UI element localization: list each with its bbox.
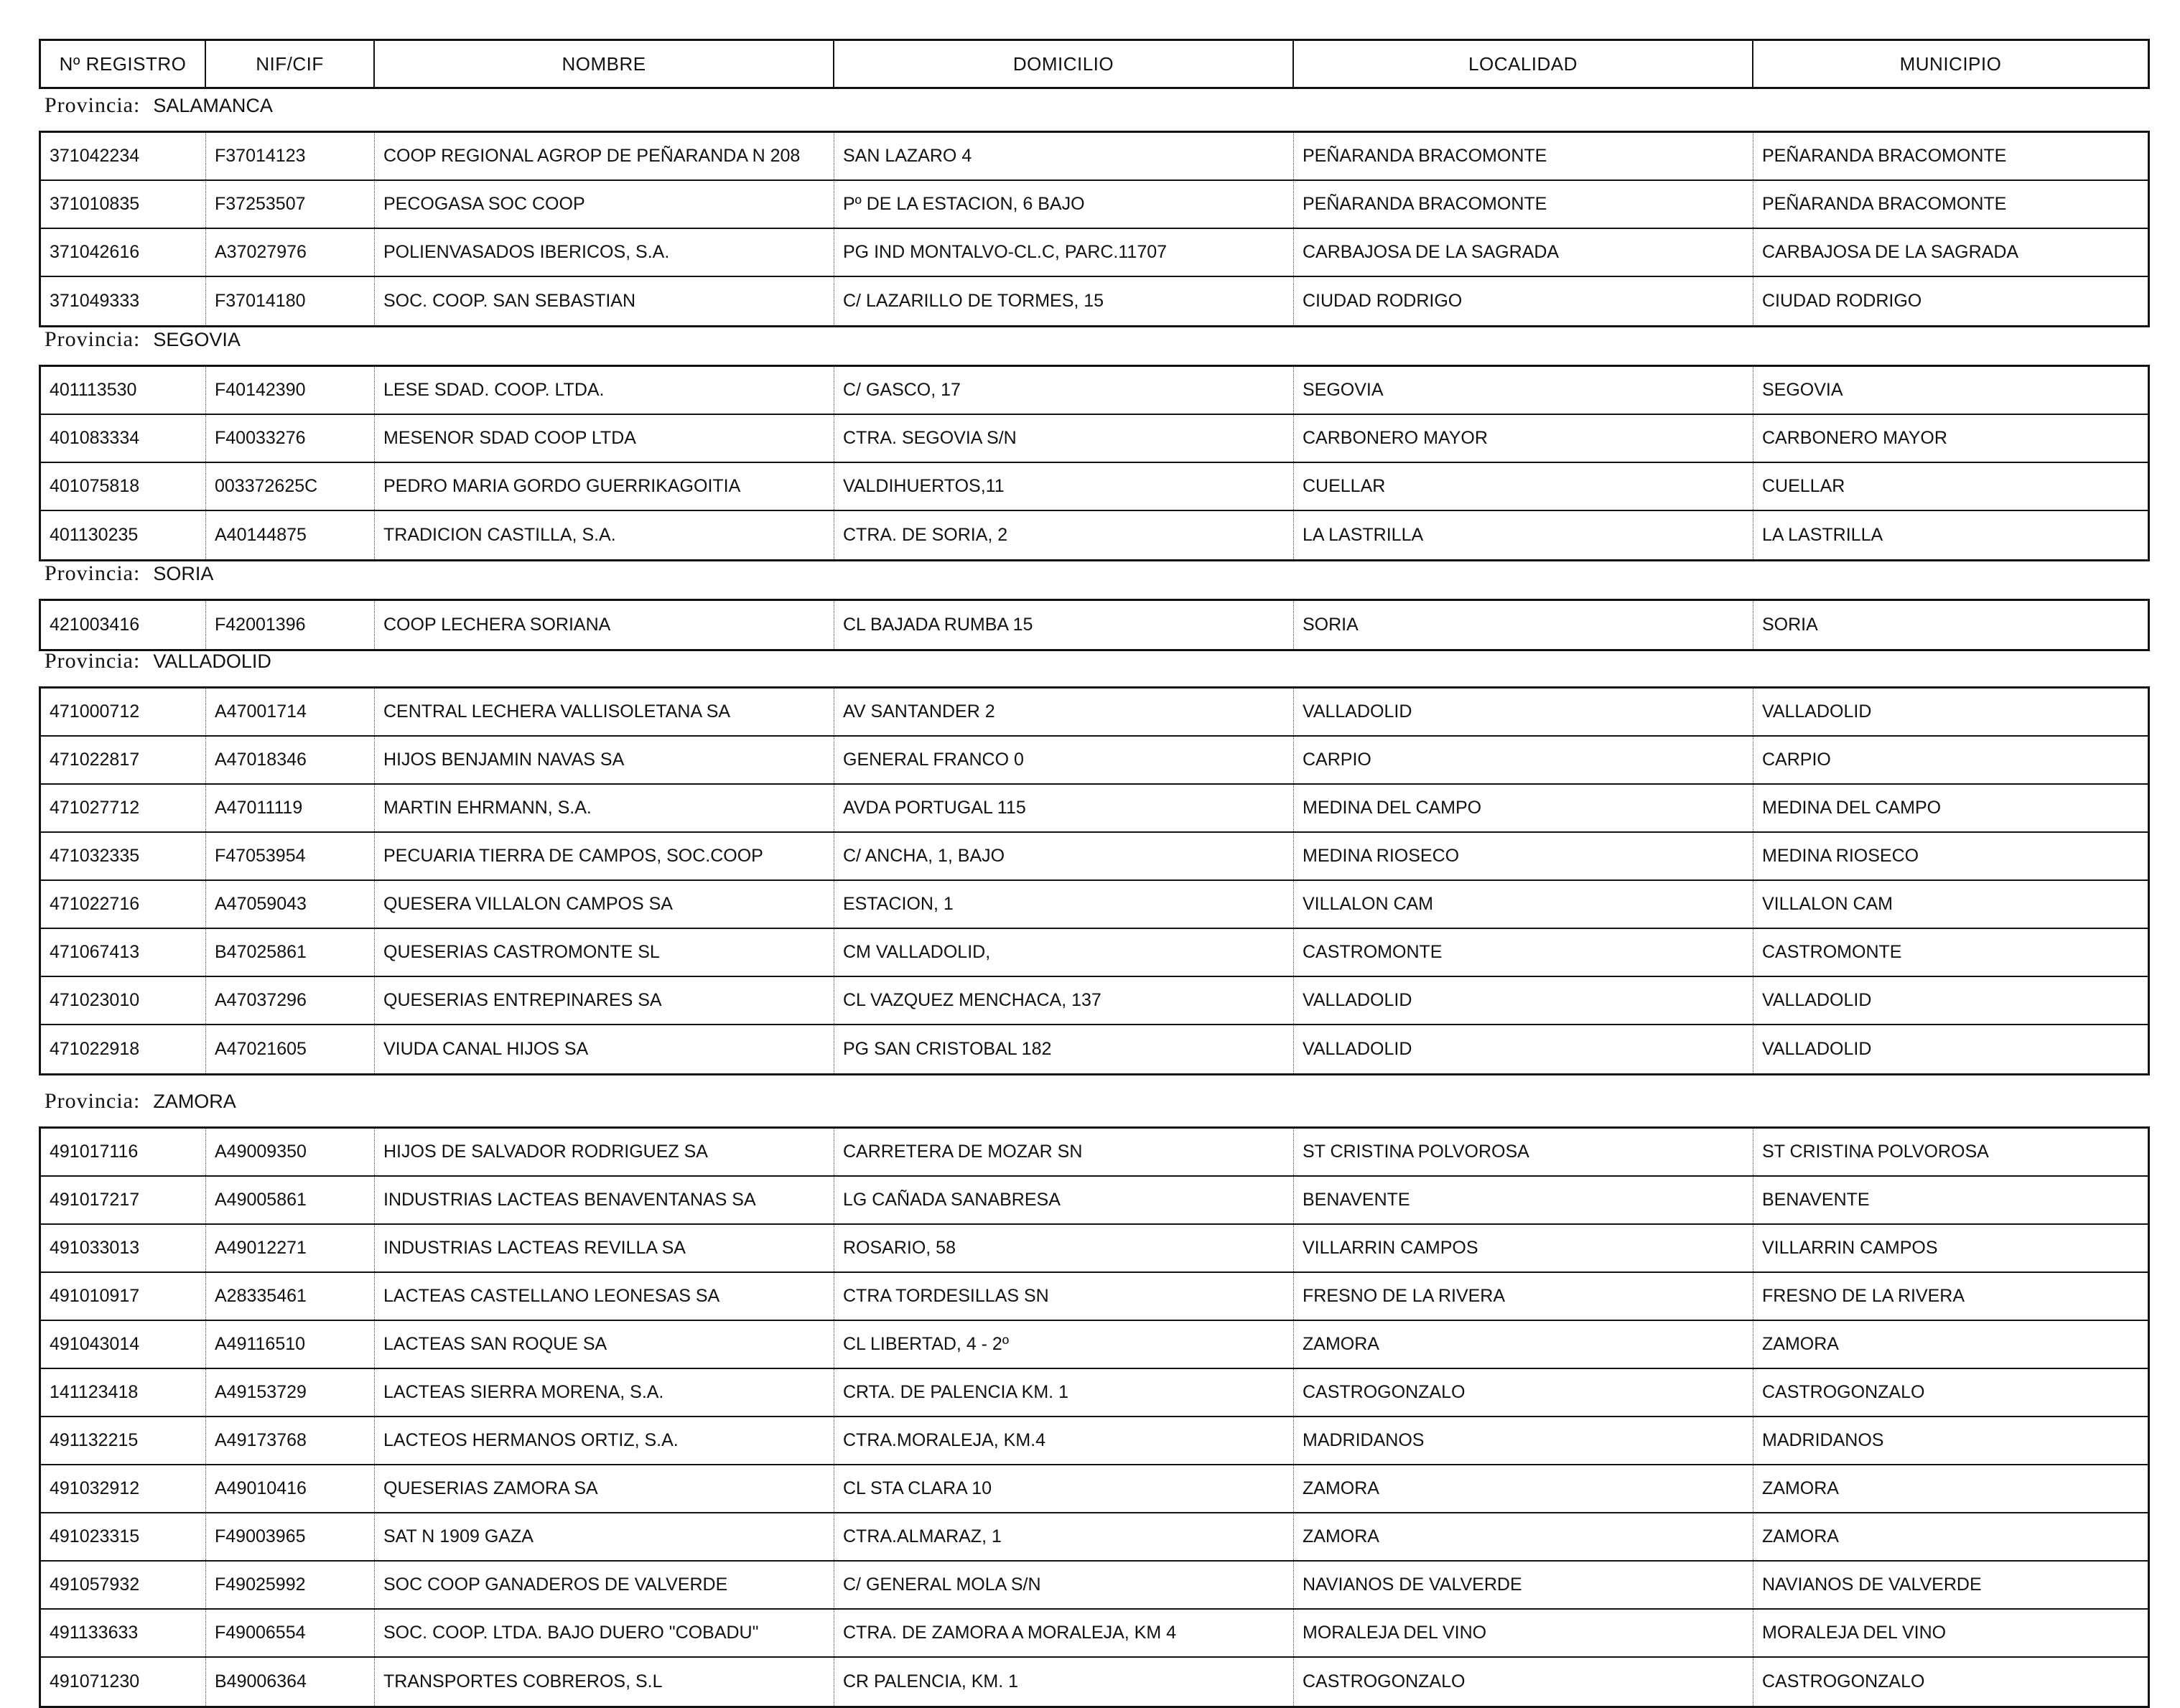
cell-nif: F49003965 [206,1513,375,1560]
table-row [41,1610,2148,1658]
province-heading [45,643,271,679]
cell-registro: 471000712 [41,689,206,735]
cell-municipio: VILLARRIN CAMPOS [1762,1238,1938,1258]
cell-nif: A49012271 [206,1225,375,1271]
cell-nombre: QUESERIAS ZAMORA SA [375,1465,834,1512]
cell-nif: F37014180 [206,277,375,325]
cell-nombre: MARTIN EHRMANN, S.A. [375,785,834,831]
cell-registro: 491043014 [41,1321,206,1368]
cell-domicilio: CRTA. DE PALENCIA KM. 1 [834,1369,1294,1416]
cell-registro: 491017217 [41,1177,206,1223]
cell-domicilio: CTRA.ALMARAZ, 1 [834,1513,1294,1560]
cell-nombre: POLIENVASADOS IBERICOS, S.A. [375,229,834,276]
cell-nif: 003372625C [206,463,375,510]
table-row [41,1562,2148,1610]
cell-domicilio: CTRA.MORALEJA, KM.4 [834,1417,1294,1464]
cell-localidad: CASTROGONZALO [1294,1658,1753,1706]
province-name: SALAMANCA [153,95,273,116]
cell-registro: 401083334 [41,415,206,462]
province-name: SEGOVIA [153,329,241,350]
cell-registro: 421003416 [41,601,206,649]
cell-localidad: ZAMORA [1294,1321,1753,1368]
cell-registro: 491133633 [41,1610,206,1656]
table-row [41,1177,2148,1225]
province-name: ZAMORA [153,1091,236,1112]
cell-registro: 491071230 [41,1658,206,1706]
cell-nombre: TRADICION CASTILLA, S.A. [375,511,834,559]
table-row [41,1417,2148,1465]
province-heading [45,1083,236,1119]
cell-nif: A47011119 [206,785,375,831]
cell-localidad: FRESNO DE LA RIVERA [1294,1273,1753,1320]
cell-localidad: MADRIDANOS [1294,1417,1753,1464]
cell-municipio: VALLADOLID [1762,990,1872,1010]
cell-domicilio: C/ LAZARILLO DE TORMES, 15 [834,277,1294,325]
cell-nif: B49006364 [206,1658,375,1706]
cell-nombre: HIJOS DE SALVADOR RODRIGUEZ SA [375,1129,834,1175]
cell-domicilio: CTRA. DE ZAMORA A MORALEJA, KM 4 [834,1610,1294,1656]
table-row [41,1513,2148,1562]
cell-nombre: INDUSTRIAS LACTEAS BENAVENTANAS SA [375,1177,834,1223]
cell-municipio: VALLADOLID [1762,1039,1872,1059]
cell-nombre: SOC COOP GANADEROS DE VALVERDE [375,1562,834,1608]
cell-localidad: CIUDAD RODRIGO [1294,277,1753,325]
cell-registro: 491033013 [41,1225,206,1271]
cell-nif: A47021605 [206,1025,375,1073]
cell-registro: 471067413 [41,929,206,976]
cell-nombre: MESENOR SDAD COOP LTDA [375,415,834,462]
cell-nif: A47018346 [206,737,375,783]
province-label: Provincia: [45,649,141,673]
cell-registro: 371049333 [41,277,206,325]
cell-localidad: ZAMORA [1294,1465,1753,1512]
cell-nombre: CENTRAL LECHERA VALLISOLETANA SA [375,689,834,735]
cell-registro: 401113530 [41,367,206,414]
cell-registro: 371042234 [41,133,206,179]
cell-municipio: MEDINA RIOSECO [1762,846,1919,866]
cell-domicilio: CL VAZQUEZ MENCHACA, 137 [834,977,1294,1024]
cell-localidad: VALLADOLID [1294,977,1753,1024]
table-row [41,737,2148,785]
table-row [41,415,2148,463]
cell-domicilio: LG CAÑADA SANABRESA [834,1177,1294,1223]
cell-nombre: QUESERIAS CASTROMONTE SL [375,929,834,976]
table-row [41,1129,2148,1177]
cell-nombre: LESE SDAD. COOP. LTDA. [375,367,834,414]
cell-registro: 491023315 [41,1513,206,1560]
cell-registro: 471022716 [41,881,206,928]
cell-domicilio: GENERAL FRANCO 0 [834,737,1294,783]
table-row [41,1225,2148,1273]
cell-domicilio: ESTACION, 1 [834,881,1294,928]
cell-registro: 371042616 [41,229,206,276]
table-row [41,689,2148,737]
cell-municipio: CARBONERO MAYOR [1762,428,1947,448]
table-row [41,601,2148,649]
cell-localidad: ZAMORA [1294,1513,1753,1560]
province-heading [45,88,273,123]
cell-municipio: CIUDAD RODRIGO [1762,291,1922,311]
cell-nombre: QUESERA VILLALON CAMPOS SA [375,881,834,928]
table-row [41,1025,2148,1073]
cell-nombre: SOC. COOP. SAN SEBASTIAN [375,277,834,325]
cell-nombre: HIJOS BENJAMIN NAVAS SA [375,737,834,783]
cell-nif: F42001396 [206,601,375,649]
table-row [41,181,2148,229]
cell-municipio: CASTROGONZALO [1762,1671,1925,1691]
cell-localidad: MEDINA RIOSECO [1294,833,1753,879]
cell-nif: A49009350 [206,1129,375,1175]
province-label: Provincia: [45,93,141,117]
cell-municipio: VALLADOLID [1762,701,1872,722]
cell-nif: A47059043 [206,881,375,928]
cell-localidad: LA LASTRILLA [1294,511,1753,559]
cell-municipio: CARBAJOSA DE LA SAGRADA [1762,242,2019,262]
cell-domicilio: C/ ANCHA, 1, BAJO [834,833,1294,879]
cell-nif: A37027976 [206,229,375,276]
header-domicilio: DOMICILIO [834,41,1294,87]
cell-domicilio: C/ GENERAL MOLA S/N [834,1562,1294,1608]
cell-nif: A49153729 [206,1369,375,1416]
table-row [41,929,2148,977]
cell-nombre: SOC. COOP. LTDA. BAJO DUERO "COBADU" [375,1610,834,1656]
table-row [41,785,2148,833]
province-name: SORIA [153,563,214,584]
cell-domicilio: CTRA. DE SORIA, 2 [834,511,1294,559]
cell-nombre: PECOGASA SOC COOP [375,181,834,228]
province-table [39,131,2150,327]
cell-nif: A49116510 [206,1321,375,1368]
cell-localidad: MORALEJA DEL VINO [1294,1610,1753,1656]
cell-nif: A49173768 [206,1417,375,1464]
header-municipio: MUNICIPIO [1899,52,2002,75]
cell-municipio: ZAMORA [1762,1334,1839,1354]
cell-domicilio: Pº DE LA ESTACION, 6 BAJO [834,181,1294,228]
cell-registro: 401130235 [41,511,206,559]
header-localidad: LOCALIDAD [1294,41,1753,87]
table-row [41,1369,2148,1417]
province-heading [45,556,213,592]
cell-municipio: ZAMORA [1762,1478,1839,1498]
cell-registro: 471032335 [41,833,206,879]
cell-localidad: VALLADOLID [1294,689,1753,735]
cell-domicilio: CR PALENCIA, KM. 1 [834,1658,1294,1706]
table-row [41,133,2148,181]
cell-localidad: CARBAJOSA DE LA SAGRADA [1294,229,1753,276]
cell-registro: 471027712 [41,785,206,831]
cell-domicilio: CL STA CLARA 10 [834,1465,1294,1512]
cell-localidad: PEÑARANDA BRACOMONTE [1294,181,1753,228]
cell-localidad: BENAVENTE [1294,1177,1753,1223]
cell-municipio: NAVIANOS DE VALVERDE [1762,1574,1982,1595]
cell-municipio: SORIA [1762,615,1818,635]
cell-municipio: PEÑARANDA BRACOMONTE [1762,146,2007,166]
cell-domicilio: CM VALLADOLID, [834,929,1294,976]
cell-registro: 491032912 [41,1465,206,1512]
province-heading [45,322,241,358]
table-row [41,881,2148,929]
province-label: Provincia: [45,327,141,351]
cell-localidad: CASTROGONZALO [1294,1369,1753,1416]
header-nombre: NOMBRE [375,41,834,87]
cell-nombre: COOP LECHERA SORIANA [375,601,834,649]
cell-domicilio: CL LIBERTAD, 4 - 2º [834,1321,1294,1368]
table-row [41,977,2148,1025]
cell-nif: F40033276 [206,415,375,462]
table-row [41,1321,2148,1369]
cell-municipio: ST CRISTINA POLVOROSA [1762,1142,1989,1162]
cell-domicilio: AV SANTANDER 2 [834,689,1294,735]
cell-localidad: ST CRISTINA POLVOROSA [1294,1129,1753,1175]
cell-registro: 491017116 [41,1129,206,1175]
province-name: VALLADOLID [153,650,271,672]
cell-municipio: PEÑARANDA BRACOMONTE [1762,194,2007,214]
cell-domicilio: ROSARIO, 58 [834,1225,1294,1271]
cell-nombre: PEDRO MARIA GORDO GUERRIKAGOITIA [375,463,834,510]
cell-localidad: CARPIO [1294,737,1753,783]
table-header [39,39,2150,89]
cell-municipio: LA LASTRILLA [1762,525,1883,545]
cell-localidad: CASTROMONTE [1294,929,1753,976]
province-table [39,599,2150,651]
cell-nombre: SAT N 1909 GAZA [375,1513,834,1560]
cell-nombre: COOP REGIONAL AGROP DE PEÑARANDA N 208 [375,133,834,179]
cell-localidad: VILLALON CAM [1294,881,1753,928]
cell-nombre: LACTEAS SAN ROQUE SA [375,1321,834,1368]
cell-municipio: VILLALON CAM [1762,894,1893,914]
cell-municipio: CUELLAR [1762,476,1845,496]
cell-domicilio: VALDIHUERTOS,11 [834,463,1294,510]
cell-localidad: SEGOVIA [1294,367,1753,414]
cell-municipio: CASTROMONTE [1762,942,1902,962]
cell-domicilio: CL BAJADA RUMBA 15 [834,601,1294,649]
header-nif: NIF/CIF [206,41,375,87]
cell-localidad: MEDINA DEL CAMPO [1294,785,1753,831]
cell-registro: 491132215 [41,1417,206,1464]
cell-nombre: LACTEAS SIERRA MORENA, S.A. [375,1369,834,1416]
province-label: Provincia: [45,561,141,585]
cell-localidad: CARBONERO MAYOR [1294,415,1753,462]
cell-registro: 471022918 [41,1025,206,1073]
cell-nif: A49010416 [206,1465,375,1512]
cell-domicilio: C/ GASCO, 17 [834,367,1294,414]
cell-nif: F37253507 [206,181,375,228]
cell-nif: F37014123 [206,133,375,179]
cell-registro: 491057932 [41,1562,206,1608]
cell-domicilio: CARRETERA DE MOZAR SN [834,1129,1294,1175]
cell-municipio: SEGOVIA [1762,380,1843,400]
cell-nif: A28335461 [206,1273,375,1320]
cell-nif: F40142390 [206,367,375,414]
cell-municipio: FRESNO DE LA RIVERA [1762,1286,1965,1306]
cell-domicilio: CTRA. SEGOVIA S/N [834,415,1294,462]
cell-nif: F47053954 [206,833,375,879]
cell-localidad: CUELLAR [1294,463,1753,510]
cell-municipio: MORALEJA DEL VINO [1762,1623,1947,1643]
cell-nif: F49025992 [206,1562,375,1608]
cell-nombre: LACTEOS HERMANOS ORTIZ, S.A. [375,1417,834,1464]
table-row [41,1465,2148,1513]
cell-domicilio: PG IND MONTALVO-CL.C, PARC.11707 [834,229,1294,276]
cell-nombre: PECUARIA TIERRA DE CAMPOS, SOC.COOP [375,833,834,879]
cell-nombre: LACTEAS CASTELLANO LEONESAS SA [375,1273,834,1320]
cell-localidad: VALLADOLID [1294,1025,1753,1073]
cell-nif: B47025861 [206,929,375,976]
cell-municipio: MEDINA DEL CAMPO [1762,798,1942,818]
cell-nombre: QUESERIAS ENTREPINARES SA [375,977,834,1024]
cell-domicilio: SAN LAZARO 4 [834,133,1294,179]
province-table [39,1126,2150,1708]
cell-localidad: PEÑARANDA BRACOMONTE [1294,133,1753,179]
table-row [41,833,2148,881]
cell-nombre: INDUSTRIAS LACTEAS REVILLA SA [375,1225,834,1271]
header-registro: Nº REGISTRO [41,41,206,87]
table-row [41,511,2148,559]
province-table [39,365,2150,561]
cell-municipio: MADRIDANOS [1762,1430,1884,1450]
table-row [41,1273,2148,1321]
cell-municipio: CASTROGONZALO [1762,1382,1925,1402]
cell-domicilio: AVDA PORTUGAL 115 [834,785,1294,831]
cell-nif: F49006554 [206,1610,375,1656]
cell-localidad: NAVIANOS DE VALVERDE [1294,1562,1753,1608]
province-table [39,686,2150,1075]
table-row [41,229,2148,277]
cell-registro: 401075818 [41,463,206,510]
cell-nif: A47001714 [206,689,375,735]
cell-nif: A47037296 [206,977,375,1024]
cell-municipio: BENAVENTE [1762,1190,1870,1210]
table-row [41,367,2148,415]
table-row [41,277,2148,325]
cell-registro: 141123418 [41,1369,206,1416]
cell-localidad: SORIA [1294,601,1753,649]
table-row [41,1658,2148,1706]
cell-nombre: VIUDA CANAL HIJOS SA [375,1025,834,1073]
table-row [41,463,2148,511]
cell-municipio: CARPIO [1762,750,1831,770]
cell-registro: 371010835 [41,181,206,228]
cell-domicilio: CTRA TORDESILLAS SN [834,1273,1294,1320]
cell-localidad: VILLARRIN CAMPOS [1294,1225,1753,1271]
cell-registro: 471022817 [41,737,206,783]
cell-registro: 471023010 [41,977,206,1024]
cell-nif: A49005861 [206,1177,375,1223]
cell-nif: A40144875 [206,511,375,559]
cell-municipio: ZAMORA [1762,1526,1839,1546]
province-label: Provincia: [45,1089,141,1113]
cell-registro: 491010917 [41,1273,206,1320]
cell-domicilio: PG SAN CRISTOBAL 182 [834,1025,1294,1073]
cell-nombre: TRANSPORTES COBREROS, S.L [375,1658,834,1706]
